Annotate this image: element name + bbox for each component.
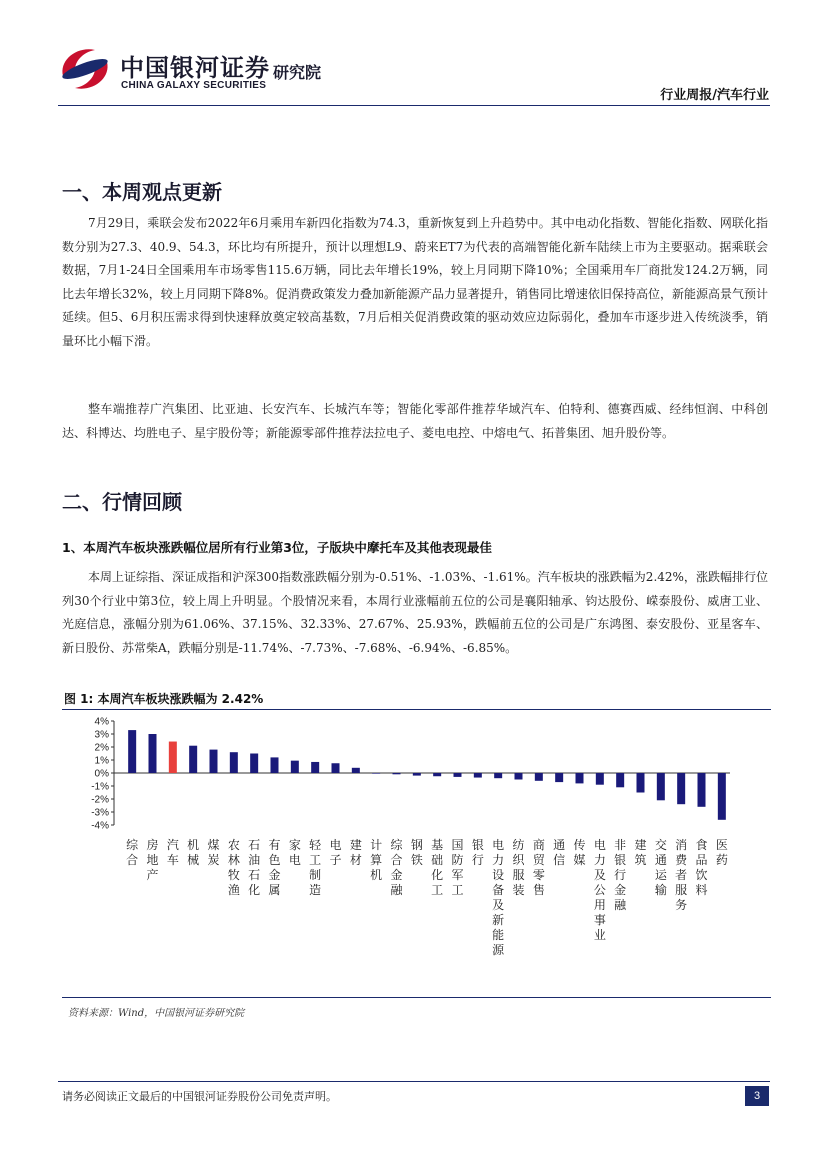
bar	[413, 773, 421, 776]
category-label: 电子	[329, 838, 342, 867]
y-tick-label: 1%	[94, 755, 109, 767]
bar	[230, 752, 238, 773]
logo-institute: 研究院	[273, 63, 322, 82]
section2-subtitle: 1、本周汽车板块涨跌幅位居所有行业第3位，子版块中摩托车及其他表现最佳	[62, 540, 492, 555]
y-tick-label: -2%	[91, 794, 109, 806]
bar	[393, 773, 401, 774]
section2-title: 二、行情回顾	[62, 490, 182, 514]
bar	[454, 773, 462, 777]
category-label: 农林牧渔	[227, 838, 240, 897]
category-label: 机械	[187, 838, 200, 867]
category-label: 石油石化	[248, 838, 261, 897]
bar	[637, 773, 645, 793]
bar	[372, 773, 380, 774]
y-tick-label: -4%	[91, 820, 109, 832]
bar	[250, 754, 258, 774]
category-label: 商贸零售	[532, 838, 545, 897]
y-tick-label: 2%	[94, 742, 109, 754]
category-label: 建材	[349, 838, 362, 867]
bar	[474, 773, 482, 778]
category-label: 通信	[553, 838, 566, 867]
category-label: 房地产	[146, 838, 159, 882]
category-label: 非银行金融	[614, 838, 627, 912]
bar	[169, 742, 177, 773]
bar	[149, 734, 157, 773]
category-label: 交通运输	[654, 838, 667, 897]
category-label: 电力设备及新能源	[492, 838, 505, 957]
category-label: 汽车	[166, 838, 179, 867]
header-divider	[58, 105, 770, 106]
y-tick-label: 3%	[94, 729, 109, 741]
page-number: 3	[745, 1086, 769, 1106]
category-label: 家电	[288, 838, 301, 867]
category-label: 轻工制造	[309, 838, 322, 897]
category-label: 银行	[471, 838, 484, 867]
category-label: 食品饮料	[695, 838, 708, 897]
bar	[433, 773, 441, 776]
galaxy-logo-icon	[55, 40, 115, 100]
category-label: 建筑	[634, 838, 647, 867]
category-label: 基础化工	[431, 838, 444, 897]
figure-source: 资料来源：Wind，中国银河证券研究院	[68, 1008, 245, 1019]
category-label: 医药	[715, 838, 728, 867]
bar	[189, 746, 197, 773]
category-label: 消费者服务	[675, 838, 688, 912]
category-label: 国防军工	[451, 838, 464, 897]
footer-disclaimer: 请务必阅读正文最后的中国银河证券股份公司免责声明。	[62, 1090, 337, 1103]
category-label: 煤炭	[207, 838, 220, 867]
category-label: 纺织服装	[512, 838, 525, 897]
figure-title: 图 1: 本周汽车板块涨跌幅为 2.42%	[64, 692, 264, 706]
bar	[515, 773, 523, 780]
bar	[616, 773, 624, 787]
section2-para: 本周上证综指、深证成指和沪深300指数涨跌幅分别为-0.51%、-1.03%、-1.61%。汽车板块的涨跌幅为2.42%，涨跌幅排行位列30个行业中第3位，较上周上升明显。个股情况来看，本周行业涨幅前五位的公司是襄阳轴承、钧达股份、嵘泰股份、威唐工业、光庭信息，涨幅分别为61.06%、37.15%、32.33%、27.67%、25.93%，跌幅前五位的公司是广东鸿图、泰安股份、亚星客车、新日股份、苏常柴A，跌幅分别是-11.74%、-7.73%、-7.68%、-6.94%、-6.85%。	[62, 570, 768, 655]
bar	[657, 773, 665, 800]
bar	[271, 757, 279, 773]
bar-chart	[62, 712, 768, 997]
y-tick-label: 0%	[94, 768, 109, 780]
category-label: 有色金属	[268, 838, 281, 897]
logo-cn: 中国银河证券	[120, 54, 270, 82]
bar	[677, 773, 685, 804]
bar	[576, 773, 584, 783]
bar	[494, 773, 502, 778]
section1-para1: 7月29日，乘联会发布2022年6月乘用车新四化指数为74.3，重新恢复到上升趋势中。其中电动化指数、智能化指数、网联化指数分别为27.3、40.9、54.3，环比均有所提升，预计以理想L9、蔚来ET7为代表的高端智能化新车陆续上市为主要驱动。据乘联会数据，7月1-24日全国乘用车市场零售115.6万辆，同比去年增长19%，较上月同期下降10%；全国乘用车厂商批发124.2万辆，同比去年增长32%，较上月同期下降8%。促消费政策发力叠加新能源产品力显著提升，销售同比增速依旧保持高位，新能源高景气预计延续。但5、6月积压需求得到快速释放奠定较高基数，7月后相关促消费政策的驱动效应边际弱化，叠加车市逐步进入传统淡季，销量环比小幅下滑。	[62, 216, 768, 348]
section1-para2: 整车端推荐广汽集团、比亚迪、长安汽车、长城汽车等；智能化零部件推荐华域汽车、伯特利、德赛西威、经纬恒润、中科创达、科博达、均胜电子、星宇股份等；新能源零部件推荐法拉电子、菱电电控、中熔电气、拓普集团、旭升股份等。	[62, 402, 768, 440]
y-tick-label: 4%	[94, 716, 109, 728]
figure-bottom-line	[62, 997, 771, 998]
bar	[128, 730, 136, 773]
bar	[535, 773, 543, 781]
bar	[718, 773, 726, 820]
logo-en: CHINA GALAXY SECURITIES	[121, 80, 267, 91]
figure-top-line	[62, 709, 771, 710]
category-label: 电力及公用事业	[593, 838, 606, 942]
category-label: 综合	[126, 838, 139, 867]
bar	[352, 768, 360, 773]
bar	[698, 773, 706, 807]
bar	[311, 762, 319, 773]
category-label: 计算机	[370, 838, 383, 882]
bar	[555, 773, 563, 782]
bar	[596, 773, 604, 785]
bar	[210, 750, 218, 773]
y-tick-label: -1%	[91, 781, 109, 793]
category-label: 综合金融	[390, 838, 403, 897]
section1-title: 一、本周观点更新	[62, 180, 222, 204]
bar	[332, 763, 340, 773]
y-tick-label: -3%	[91, 807, 109, 819]
category-label: 传媒	[573, 838, 586, 867]
category-label: 钢铁	[410, 838, 423, 867]
footer-divider	[58, 1081, 770, 1082]
bar	[291, 761, 299, 773]
report-type: 行业周报/汽车行业	[660, 88, 769, 103]
